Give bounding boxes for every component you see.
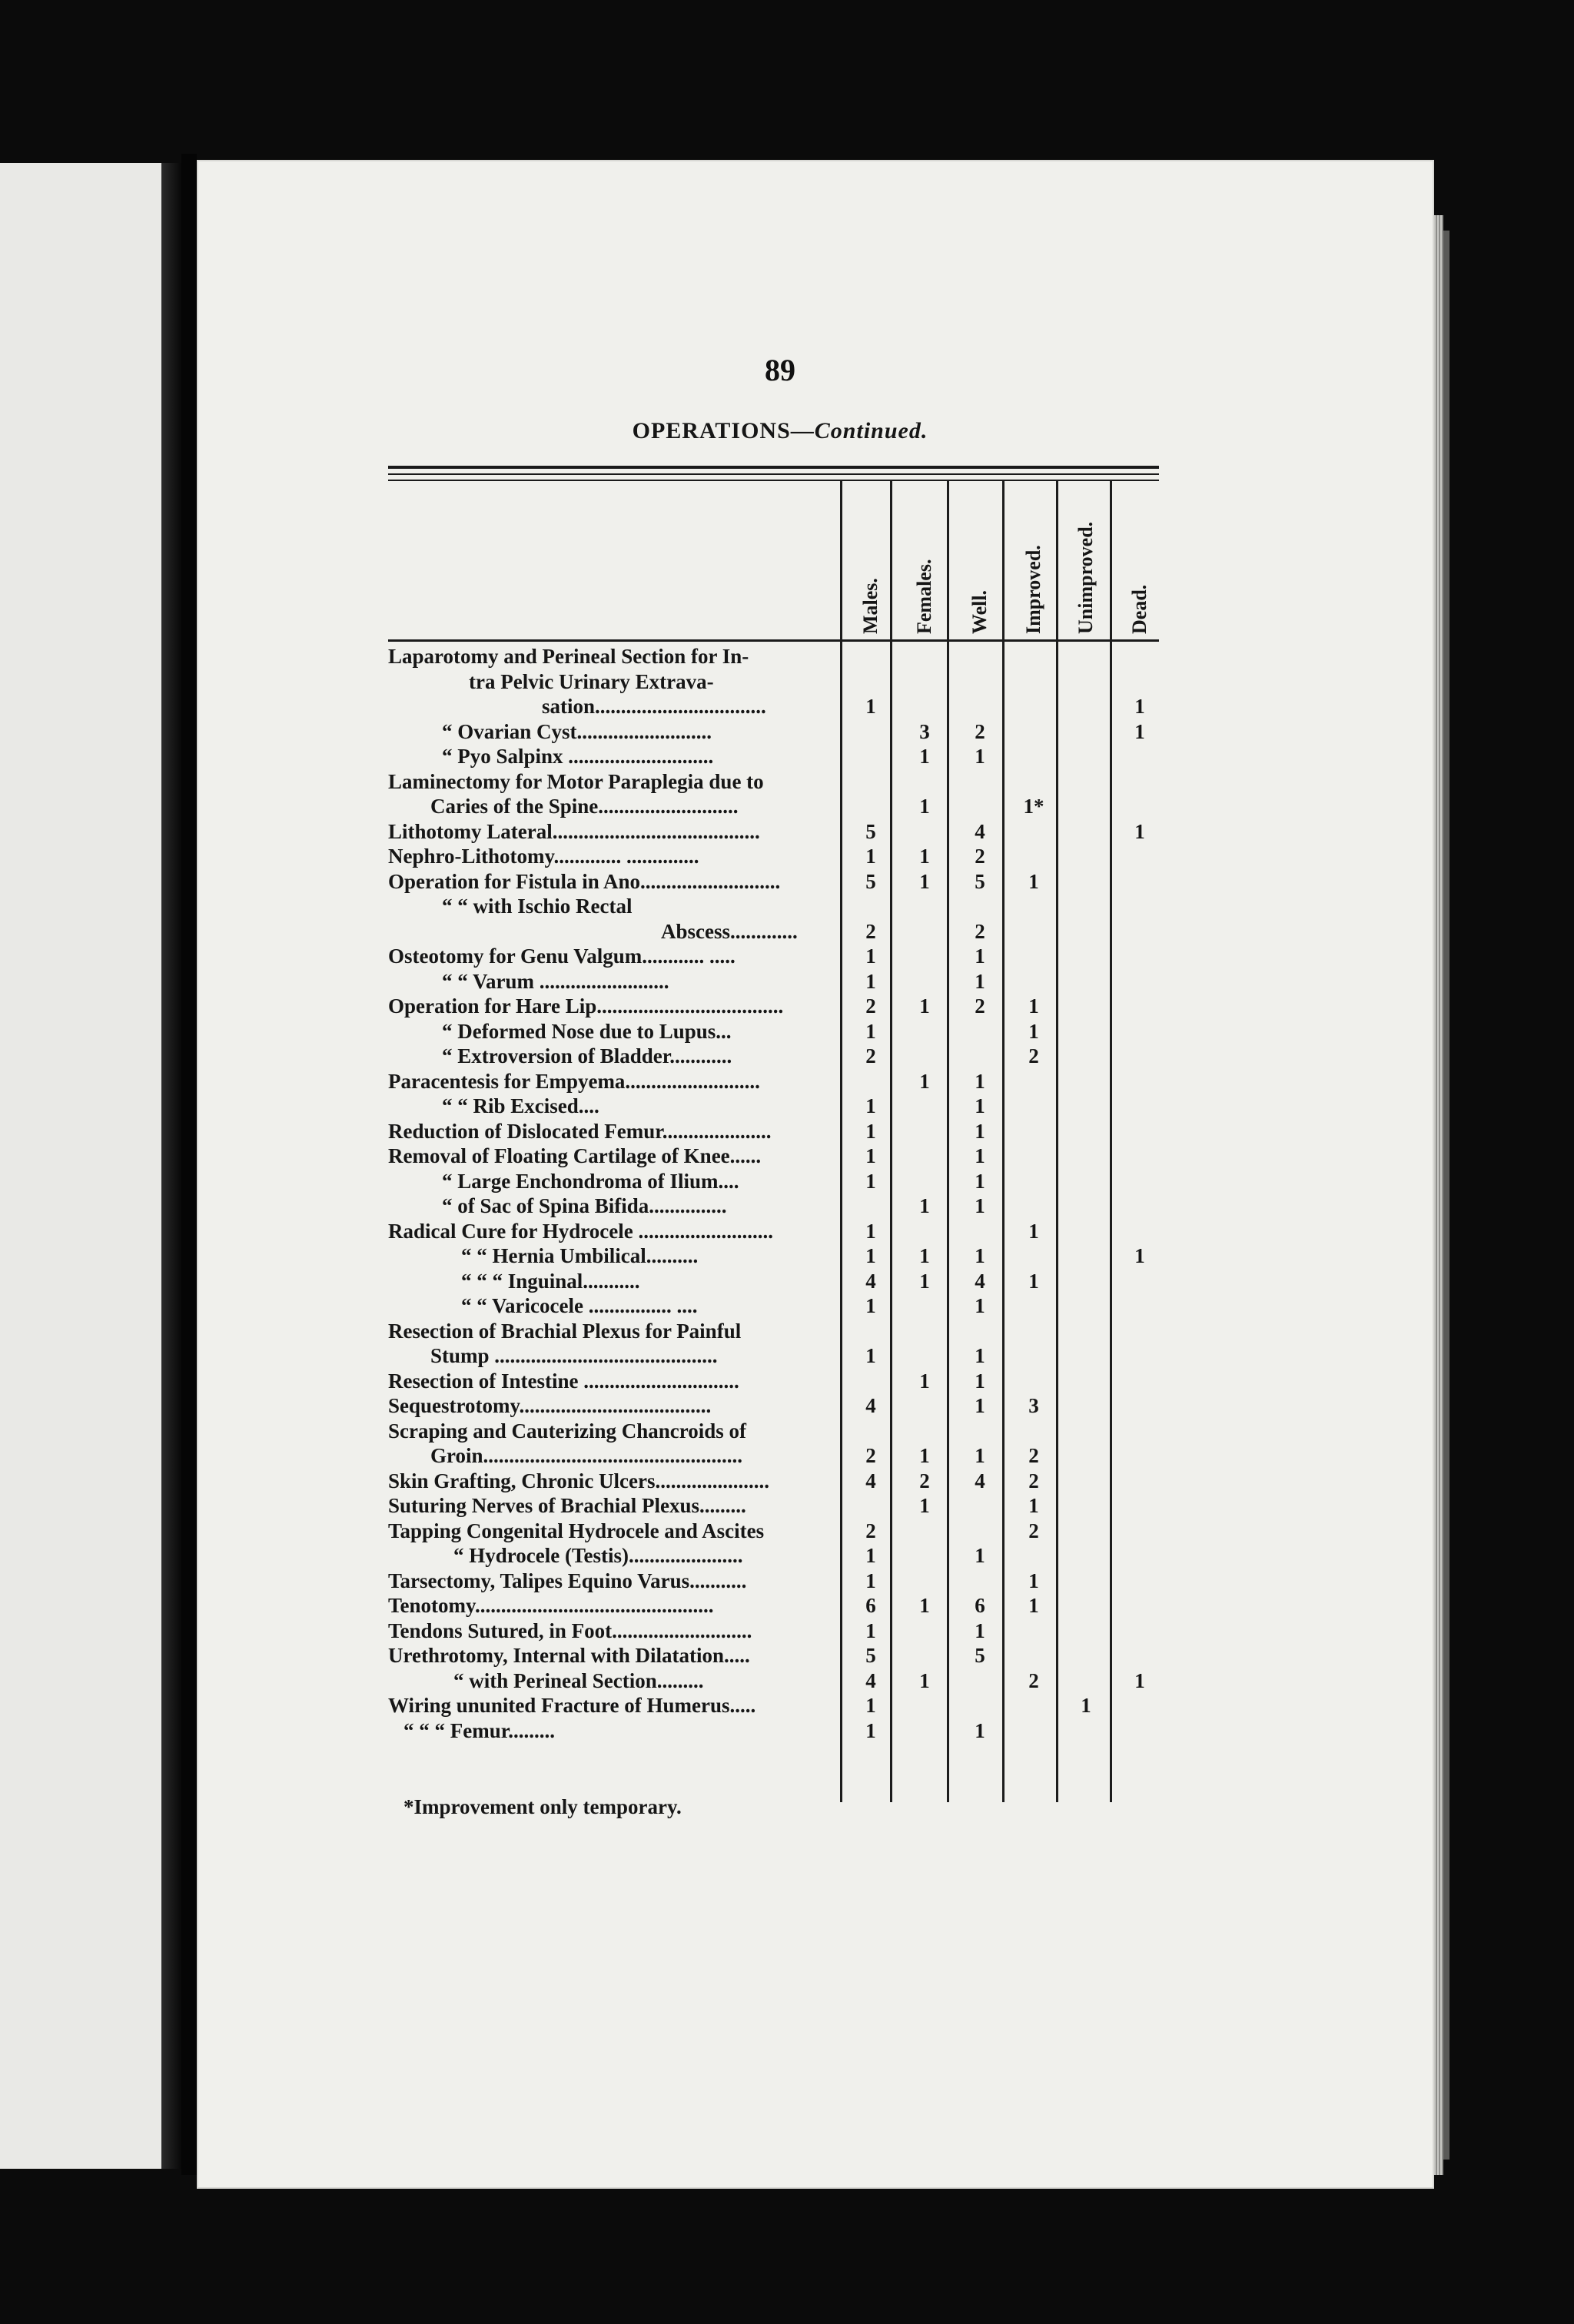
cell-improved: 2 xyxy=(1028,1519,1039,1542)
cell-well: 1 xyxy=(975,969,985,993)
cell-well: 1 xyxy=(975,1294,985,1317)
row-label: “ “ “ Femur......... xyxy=(403,1718,555,1742)
cell-well: 5 xyxy=(975,1644,985,1667)
row-label: Resection of Brachial Plexus for Painful xyxy=(388,1319,742,1343)
cell-dead: 1 xyxy=(1134,819,1145,843)
row-label: Caries of the Spine........................... xyxy=(430,795,739,818)
cell-males: 2 xyxy=(865,1044,876,1067)
cell-males: 1 xyxy=(865,1569,876,1592)
table-top-rule-2 xyxy=(388,473,1159,475)
cell-well: 1 xyxy=(975,1394,985,1417)
cell-males: 1 xyxy=(865,1169,876,1193)
row-label: “ “ “ Inguinal........... xyxy=(461,1269,640,1293)
cell-well: 1 xyxy=(975,1718,985,1742)
title-continued: Continued. xyxy=(814,418,928,443)
cell-well: 1 xyxy=(975,1094,985,1117)
cell-dead: 1 xyxy=(1134,719,1145,743)
row-label: Osteotomy for Genu Valgum............ ..... xyxy=(388,945,736,968)
cell-dead: 1 xyxy=(1134,1668,1145,1692)
row-label: Laminectomy for Motor Paraplegia due to xyxy=(388,769,764,793)
row-label: Urethrotomy, Internal with Dilatation..... xyxy=(388,1644,750,1667)
row-label: Paracentesis for Empyema.......................... xyxy=(388,1069,760,1093)
cell-improved: 1* xyxy=(1023,795,1044,818)
cell-well: 1 xyxy=(975,745,985,768)
cell-females: 1 xyxy=(919,1594,930,1617)
row-label: Groin.................................................. xyxy=(430,1444,743,1467)
row-label: “ “ Rib Excised.... xyxy=(442,1094,599,1117)
table-top-rule-3 xyxy=(388,480,1159,481)
cell-improved: 1 xyxy=(1028,1569,1039,1592)
cell-males: 1 xyxy=(865,945,876,968)
cell-improved: 1 xyxy=(1028,1594,1039,1617)
cell-males: 1 xyxy=(865,1294,876,1317)
row-label: “ of Sac of Spina Bifida............... xyxy=(442,1194,727,1217)
row-label: Reduction of Dislocated Femur..................... xyxy=(388,1119,772,1143)
column-header-males: Males. xyxy=(859,578,882,634)
cell-females: 1 xyxy=(919,1444,930,1467)
cell-improved: 2 xyxy=(1028,1668,1039,1692)
cell-well: 2 xyxy=(975,919,985,943)
cell-well: 1 xyxy=(975,1169,985,1193)
cell-well: 1 xyxy=(975,1194,985,1217)
row-label: Sequestrotomy..................................... xyxy=(388,1394,712,1417)
cell-well: 5 xyxy=(975,869,985,893)
row-label: Operation for Fistula in Ano........................... xyxy=(388,869,781,893)
cell-males: 4 xyxy=(865,1668,876,1692)
row-label: Abscess............. xyxy=(661,919,798,943)
cell-well: 1 xyxy=(975,1444,985,1467)
cell-well: 2 xyxy=(975,994,985,1018)
cell-males: 1 xyxy=(865,1694,876,1717)
cell-males: 1 xyxy=(865,1019,876,1043)
row-label: “ Large Enchondroma of Ilium.... xyxy=(442,1169,739,1193)
cell-improved: 2 xyxy=(1028,1044,1039,1067)
cell-well: 1 xyxy=(975,1369,985,1393)
column-rule-1 xyxy=(840,481,842,1802)
cell-males: 1 xyxy=(865,1244,876,1267)
cell-females: 1 xyxy=(919,1494,930,1517)
cell-males: 2 xyxy=(865,1519,876,1542)
row-label: “ Pyo Salpinx ............................ xyxy=(442,745,714,768)
row-label: Tapping Congenital Hydrocele and Ascites xyxy=(388,1519,765,1542)
column-header-females: Females. xyxy=(913,559,935,634)
row-label: Removal of Floating Cartilage of Knee...... xyxy=(388,1144,762,1167)
cell-dead: 1 xyxy=(1134,1244,1145,1267)
cell-females: 1 xyxy=(919,845,930,868)
cell-females: 2 xyxy=(919,1469,930,1492)
cell-improved: 2 xyxy=(1028,1469,1039,1492)
cell-females: 1 xyxy=(919,795,930,818)
cell-males: 5 xyxy=(865,819,876,843)
cell-males: 4 xyxy=(865,1394,876,1417)
cell-males: 1 xyxy=(865,1618,876,1642)
column-header-dead: Dead. xyxy=(1128,584,1151,634)
cell-males: 5 xyxy=(865,1644,876,1667)
cell-males: 4 xyxy=(865,1469,876,1492)
cell-well: 1 xyxy=(975,1119,985,1143)
cell-males: 2 xyxy=(865,994,876,1018)
cell-improved: 2 xyxy=(1028,1444,1039,1467)
cell-improved: 1 xyxy=(1028,869,1039,893)
table-top-rule xyxy=(388,466,1159,469)
cell-males: 1 xyxy=(865,1219,876,1243)
row-label: Suturing Nerves of Brachial Plexus......... xyxy=(388,1494,746,1517)
cell-males: 6 xyxy=(865,1594,876,1617)
cell-males: 1 xyxy=(865,695,876,718)
row-label: sation................................. xyxy=(542,695,766,718)
cell-females: 1 xyxy=(919,994,930,1018)
cell-improved: 1 xyxy=(1028,1269,1039,1293)
row-label: Resection of Intestine .............................. xyxy=(388,1369,739,1393)
cell-males: 1 xyxy=(865,1718,876,1742)
cell-males: 1 xyxy=(865,969,876,993)
cell-males: 1 xyxy=(865,1119,876,1143)
cell-well: 1 xyxy=(975,945,985,968)
row-label: Operation for Hare Lip.................................... xyxy=(388,994,784,1018)
row-label: “ “ Varum ......................... xyxy=(442,969,669,993)
row-label: “ Extroversion of Bladder............ xyxy=(442,1044,732,1067)
row-label: Nephro-Lithotomy............. .............. xyxy=(388,845,699,868)
cell-well: 4 xyxy=(975,1469,985,1492)
cell-males: 2 xyxy=(865,1444,876,1467)
row-label: Scraping and Cauterizing Chancroids of xyxy=(388,1419,747,1443)
row-label: “ “ Hernia Umbilical.......... xyxy=(461,1244,699,1267)
cell-males: 1 xyxy=(865,845,876,868)
cell-dead: 1 xyxy=(1134,695,1145,718)
cell-females: 1 xyxy=(919,1269,930,1293)
row-label: tra Pelvic Urinary Extrava- xyxy=(469,669,714,693)
cell-well: 4 xyxy=(975,819,985,843)
cell-males: 4 xyxy=(865,1269,876,1293)
cell-well: 1 xyxy=(975,1544,985,1567)
row-label: “ Deformed Nose due to Lupus... xyxy=(442,1019,732,1043)
row-label: Stump ........................................... xyxy=(430,1344,718,1367)
cell-improved: 1 xyxy=(1028,1019,1039,1043)
cell-females: 1 xyxy=(919,1244,930,1267)
page-number: 89 xyxy=(765,353,795,387)
cell-well: 2 xyxy=(975,719,985,743)
column-rule-6 xyxy=(1110,481,1112,1802)
cell-well: 4 xyxy=(975,1269,985,1293)
cell-females: 1 xyxy=(919,869,930,893)
cell-females: 1 xyxy=(919,1668,930,1692)
title-main: OPERATIONS— xyxy=(632,418,815,443)
row-label: “ Ovarian Cyst.......................... xyxy=(442,719,712,743)
cell-males: 5 xyxy=(865,869,876,893)
cell-males: 1 xyxy=(865,1344,876,1367)
row-label: Skin Grafting, Chronic Ulcers...................... xyxy=(388,1469,770,1492)
cell-well: 1 xyxy=(975,1344,985,1367)
row-label: Tarsectomy, Talipes Equino Varus........... xyxy=(388,1569,747,1592)
cell-males: 1 xyxy=(865,1544,876,1567)
cell-improved: 3 xyxy=(1028,1394,1039,1417)
row-label: Laparotomy and Perineal Section for In- xyxy=(388,645,749,668)
cell-well: 1 xyxy=(975,1144,985,1167)
cell-females: 1 xyxy=(919,745,930,768)
row-label: Tenotomy.............................................. xyxy=(388,1594,714,1617)
footnote: *Improvement only temporary. xyxy=(403,1795,682,1818)
cell-well: 1 xyxy=(975,1618,985,1642)
cell-improved: 1 xyxy=(1028,1219,1039,1243)
cell-well: 2 xyxy=(975,845,985,868)
cell-improved: 1 xyxy=(1028,994,1039,1018)
column-header-unimproved: Unimproved. xyxy=(1074,521,1097,634)
row-label: “ with Perineal Section......... xyxy=(453,1668,704,1692)
cell-females: 1 xyxy=(919,1369,930,1393)
cell-females: 1 xyxy=(919,1194,930,1217)
column-header-improved: Improved. xyxy=(1022,545,1044,634)
row-label: Radical Cure for Hydrocele .......................... xyxy=(388,1219,773,1243)
row-label: “ “ Varicocele ................ .... xyxy=(461,1294,698,1317)
column-header-well: Well. xyxy=(968,589,991,634)
cell-improved: 1 xyxy=(1028,1494,1039,1517)
cell-well: 6 xyxy=(975,1594,985,1617)
row-label: Tendons Sutured, in Foot........................... xyxy=(388,1618,752,1642)
row-label: Lithotomy Lateral........................................ xyxy=(388,819,760,843)
header-bottom-rule xyxy=(388,639,1159,642)
row-label: “ Hydrocele (Testis)...................... xyxy=(453,1544,743,1567)
row-label: Wiring ununited Fracture of Humerus..... xyxy=(388,1694,756,1717)
cell-females: 3 xyxy=(919,719,930,743)
cell-males: 2 xyxy=(865,919,876,943)
cell-unimproved: 1 xyxy=(1081,1694,1091,1717)
cell-well: 1 xyxy=(975,1069,985,1093)
cell-females: 1 xyxy=(919,1069,930,1093)
cell-males: 1 xyxy=(865,1094,876,1117)
cell-males: 1 xyxy=(865,1144,876,1167)
cell-well: 1 xyxy=(975,1244,985,1267)
row-label: “ “ with Ischio Rectal xyxy=(442,895,633,918)
